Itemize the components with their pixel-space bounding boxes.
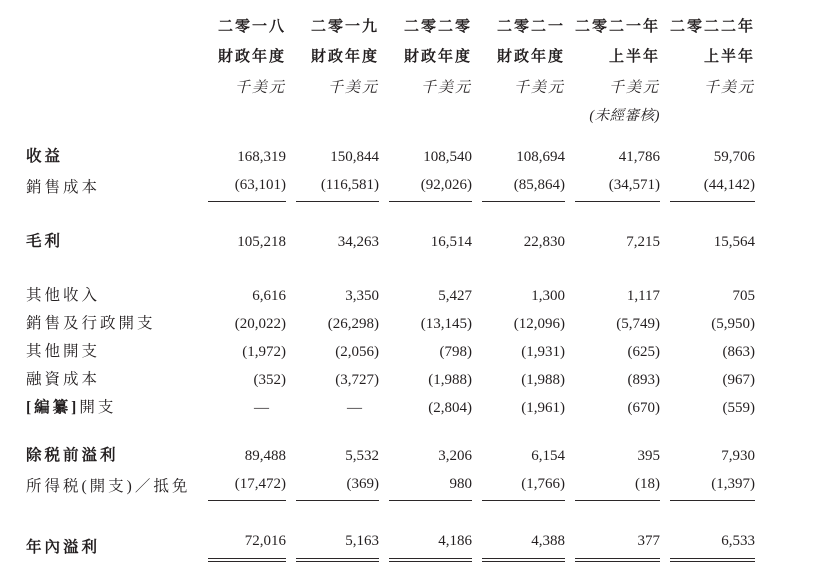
- column-header-6: [660, 12, 755, 128]
- cell-revenue-col6: [660, 128, 755, 171]
- cell-profit-for-the-year-col4: [472, 501, 565, 562]
- cell-revenue-col3: [379, 128, 472, 171]
- cell-value: 16,514: [430, 234, 472, 250]
- row-label: [26, 338, 198, 366]
- cell-value: 7,215: [626, 234, 661, 250]
- cell-value: (5,950): [711, 316, 756, 332]
- cell-other-income-col1: [198, 256, 286, 310]
- cell-other-expenses-col3: [379, 338, 472, 366]
- total-double-rule: [208, 558, 286, 562]
- cell-value: (863): [722, 344, 756, 360]
- cell-gross-profit-col2: [286, 202, 379, 256]
- row-label-text: 開支: [79, 399, 117, 416]
- cell-other-income-col4: [472, 256, 565, 310]
- cell-gross-profit-col1: [198, 202, 286, 256]
- column-period-line1: 二零一九: [310, 19, 379, 35]
- column-period-line1: 二零二一: [496, 19, 565, 35]
- row-label-text: 年內溢利: [26, 539, 101, 556]
- cell-value: 5,163: [345, 533, 379, 549]
- cell-income-tax-expense-credit-col1: [198, 470, 286, 501]
- column-header-3: [379, 12, 472, 128]
- row-label: [26, 171, 198, 202]
- nil-dash-value: —: [347, 400, 362, 416]
- cell-profit-before-tax-col5: [565, 422, 660, 470]
- column-period-line1: 二零二一年: [575, 19, 661, 35]
- cell-value: (2,804): [428, 400, 472, 416]
- cell-value: 108,694: [516, 149, 565, 165]
- column-header-4: [472, 12, 565, 128]
- row-label: [26, 501, 198, 562]
- cell-value: (798): [439, 344, 472, 360]
- cell-value: 705: [732, 288, 756, 304]
- cell-profit-before-tax-col6: [660, 422, 755, 470]
- row-label: [26, 470, 198, 501]
- cell-value: (18): [635, 476, 661, 492]
- income-statement-table: [26, 12, 755, 562]
- nil-dash-value: —: [254, 400, 269, 416]
- cell-profit-for-the-year-col1: [198, 501, 286, 562]
- cell-value: 72,016: [244, 533, 286, 549]
- cell-value: (13,145): [420, 316, 472, 332]
- cell-value: 3,206: [438, 448, 472, 464]
- cell-value: 41,786: [618, 149, 661, 165]
- cell-income-tax-expense-credit-col4: [472, 470, 565, 501]
- cell-other-expenses-col1: [198, 338, 286, 366]
- table-row-other-expenses: [26, 338, 755, 366]
- table-body: [26, 128, 755, 562]
- cell-profit-for-the-year-col2: [286, 501, 379, 562]
- cell-other-expenses-col2: [286, 338, 379, 366]
- cell-value: (1,988): [521, 372, 565, 388]
- cell-value: 7,930: [721, 448, 756, 464]
- cell-cost-of-sales-col4: [472, 171, 565, 202]
- cell-value: (1,931): [521, 344, 565, 360]
- cell-cost-of-sales-col3: [379, 171, 472, 202]
- cell-profit-before-tax-col4: [472, 422, 565, 470]
- total-double-rule: [389, 558, 472, 562]
- cell-value: 15,564: [713, 234, 756, 250]
- cell-value: (1,397): [711, 476, 756, 492]
- cell-profit-for-the-year-col3: [379, 501, 472, 562]
- cell-value: 34,263: [337, 234, 379, 250]
- row-label: [26, 310, 198, 338]
- cell-redacted-expenses-col6: [660, 394, 755, 422]
- cell-other-income-col6: [660, 256, 755, 310]
- table-row-finance-costs: [26, 366, 755, 394]
- cell-other-expenses-col4: [472, 338, 565, 366]
- cell-value: (1,972): [242, 344, 286, 360]
- cell-value: 4,186: [438, 533, 472, 549]
- row-label: [26, 366, 198, 394]
- cell-income-tax-expense-credit-col6: [660, 470, 755, 501]
- cell-value: 168,319: [237, 149, 286, 165]
- cell-revenue-col4: [472, 128, 565, 171]
- total-double-rule: [482, 558, 565, 562]
- cell-other-income-col3: [379, 256, 472, 310]
- table-row-gross-profit: [26, 202, 755, 256]
- cell-selling-admin-expenses-col5: [565, 310, 660, 338]
- cell-value: (559): [722, 400, 756, 416]
- cell-gross-profit-col5: [565, 202, 660, 256]
- total-double-rule: [670, 558, 755, 562]
- cell-value: (3,727): [335, 372, 379, 388]
- row-label: [26, 422, 198, 470]
- table-row-profit-before-tax: [26, 422, 755, 470]
- table-row-redacted-expenses: [26, 394, 755, 422]
- total-double-rule: [296, 558, 379, 562]
- cell-value: (893): [627, 372, 661, 388]
- column-unit-label: 千美元: [234, 80, 286, 96]
- cell-value: (625): [627, 344, 661, 360]
- cell-other-income-col5: [565, 256, 660, 310]
- column-period-line2: 上半年: [704, 49, 756, 65]
- row-label-column-header: [26, 12, 198, 128]
- cell-value: (116,581): [320, 177, 379, 193]
- table-header: [26, 12, 755, 128]
- cell-revenue-col2: [286, 128, 379, 171]
- cell-value: (670): [627, 400, 661, 416]
- column-period-line2: 財政年度: [496, 49, 565, 65]
- cell-gross-profit-col4: [472, 202, 565, 256]
- total-double-rule: [575, 558, 660, 562]
- column-header-1: [198, 12, 286, 128]
- cell-other-expenses-col5: [565, 338, 660, 366]
- cell-finance-costs-col5: [565, 366, 660, 394]
- cell-value: (5,749): [616, 316, 661, 332]
- row-label-text: 其他收入: [26, 287, 101, 304]
- cell-value: (85,864): [513, 177, 565, 193]
- cell-cost-of-sales-col5: [565, 171, 660, 202]
- row-label: [26, 202, 198, 256]
- column-header-5: [565, 12, 660, 128]
- table-row-other-income: [26, 256, 755, 310]
- column-unit-label: 千美元: [513, 80, 565, 96]
- cell-revenue-col5: [565, 128, 660, 171]
- column-header-2: [286, 12, 379, 128]
- row-label-text: 其他開支: [26, 343, 101, 360]
- cell-value: (369): [346, 476, 379, 492]
- column-period-line2: 上半年: [609, 49, 661, 65]
- cell-profit-before-tax-col1: [198, 422, 286, 470]
- column-unit-label: 千美元: [704, 80, 756, 96]
- cell-profit-for-the-year-col5: [565, 501, 660, 562]
- cell-redacted-expenses-col5: [565, 394, 660, 422]
- cell-value: 59,706: [713, 149, 756, 165]
- cell-finance-costs-col4: [472, 366, 565, 394]
- cell-profit-before-tax-col2: [286, 422, 379, 470]
- cell-value: (20,022): [234, 316, 286, 332]
- cell-gross-profit-col6: [660, 202, 755, 256]
- column-period-line2: 財政年度: [217, 49, 286, 65]
- table-row-revenue: [26, 128, 755, 171]
- row-label-text: 收益: [26, 148, 64, 165]
- cell-value: (1,988): [428, 372, 472, 388]
- cell-value: 5,427: [438, 288, 472, 304]
- column-period-line1: 二零二二年: [670, 19, 756, 35]
- cell-redacted-expenses-col4: [472, 394, 565, 422]
- cell-value: 395: [637, 448, 661, 464]
- cell-other-expenses-col6: [660, 338, 755, 366]
- cell-value: (352): [253, 372, 286, 388]
- cell-income-tax-expense-credit-col2: [286, 470, 379, 501]
- column-unit-label: 千美元: [420, 80, 472, 96]
- column-period-line1: 二零二零: [403, 19, 472, 35]
- cell-cost-of-sales-col1: [198, 171, 286, 202]
- table-row-income-tax-expense-credit: [26, 470, 755, 501]
- row-label-text: 銷售成本: [26, 179, 101, 196]
- cell-value: (1,961): [521, 400, 565, 416]
- table-header-row: [26, 12, 755, 128]
- cell-finance-costs-col1: [198, 366, 286, 394]
- cell-value: 3,350: [345, 288, 379, 304]
- cell-value: (2,056): [335, 344, 379, 360]
- cell-value: 6,616: [252, 288, 286, 304]
- cell-value: 980: [449, 476, 472, 492]
- cell-selling-admin-expenses-col4: [472, 310, 565, 338]
- row-label-text: 銷售及行政開支: [26, 315, 156, 332]
- cell-value: (34,571): [608, 177, 661, 193]
- cell-value: 377: [637, 533, 661, 549]
- cell-finance-costs-col6: [660, 366, 755, 394]
- cell-redacted-expenses-col2: [286, 394, 379, 422]
- cell-revenue-col1: [198, 128, 286, 171]
- cell-redacted-expenses-col3: [379, 394, 472, 422]
- row-label: [26, 256, 198, 310]
- cell-value: 5,532: [345, 448, 379, 464]
- row-label-text: 毛利: [26, 233, 64, 250]
- row-label-text: 所得税(開支)／抵免: [26, 478, 191, 495]
- cell-profit-for-the-year-col6: [660, 501, 755, 562]
- cell-value: 105,218: [237, 234, 286, 250]
- cell-selling-admin-expenses-col1: [198, 310, 286, 338]
- column-period-line1: 二零一八: [217, 19, 286, 35]
- cell-selling-admin-expenses-col6: [660, 310, 755, 338]
- cell-selling-admin-expenses-col2: [286, 310, 379, 338]
- column-unit-label: 千美元: [327, 80, 379, 96]
- cell-value: 22,830: [523, 234, 565, 250]
- cell-finance-costs-col2: [286, 366, 379, 394]
- table-row-cost-of-sales: [26, 171, 755, 202]
- row-label-text: 融資成本: [26, 371, 101, 388]
- cell-value: (63,101): [234, 177, 286, 193]
- cell-redacted-expenses-col1: [198, 394, 286, 422]
- cell-income-tax-expense-credit-col5: [565, 470, 660, 501]
- row-label-text: 除税前溢利: [26, 447, 119, 464]
- cell-value: (44,142): [703, 177, 756, 193]
- cell-value: 6,154: [531, 448, 565, 464]
- column-unit-label: 千美元: [609, 80, 661, 96]
- cell-value: 4,388: [531, 533, 565, 549]
- cell-value: (92,026): [420, 177, 472, 193]
- table-row-selling-admin-expenses: [26, 310, 755, 338]
- cell-value: 1,117: [626, 288, 661, 304]
- cell-value: 6,533: [721, 533, 756, 549]
- cell-finance-costs-col3: [379, 366, 472, 394]
- cell-value: 1,300: [531, 288, 565, 304]
- cell-value: 150,844: [330, 149, 379, 165]
- cell-value: (12,096): [513, 316, 565, 332]
- column-period-line2: 財政年度: [310, 49, 379, 65]
- row-label: [26, 394, 198, 422]
- row-label: [26, 128, 198, 171]
- cell-cost-of-sales-col2: [286, 171, 379, 202]
- cell-selling-admin-expenses-col3: [379, 310, 472, 338]
- cell-value: 89,488: [244, 448, 286, 464]
- column-unaudited-note: (未經審核): [589, 108, 661, 124]
- cell-income-tax-expense-credit-col3: [379, 470, 472, 501]
- cell-profit-before-tax-col3: [379, 422, 472, 470]
- column-period-line2: 財政年度: [403, 49, 472, 65]
- row-label-text: [編纂]: [26, 399, 80, 416]
- cell-value: (26,298): [327, 316, 379, 332]
- cell-value: (17,472): [234, 476, 286, 492]
- cell-value: (1,766): [521, 476, 565, 492]
- cell-gross-profit-col3: [379, 202, 472, 256]
- cell-value: 108,540: [423, 149, 472, 165]
- table-row-profit-for-the-year: [26, 501, 755, 562]
- cell-other-income-col2: [286, 256, 379, 310]
- cell-value: (967): [722, 372, 756, 388]
- cell-cost-of-sales-col6: [660, 171, 755, 202]
